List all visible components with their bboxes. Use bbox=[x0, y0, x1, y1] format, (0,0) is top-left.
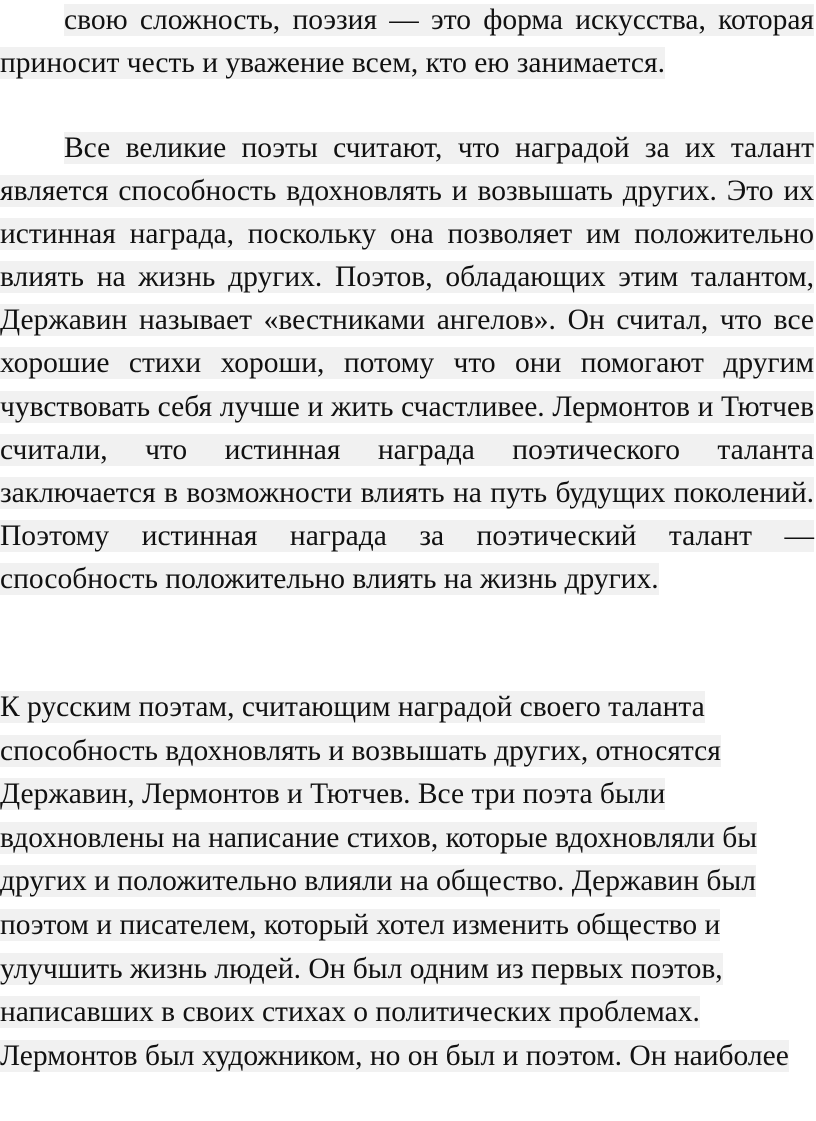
paragraph-3-text: К русским поэтам, считающим наградой своего таланта способность вдохновлять и возвышать других, относятся Державин, Лермонтов и Тютчев. Все три поэта были вдохновлены на написание стихов, которые вдохновляли бы других и положительно влияли на общество. Державин был поэтом и писателем, который хотел изменить общество и улучшить жизнь людей. Он был одним из первых поэтов, написавших в своих стихах о политических проблемах. Лермонтов был художником, но он был и поэтом. Он наиболее bbox=[0, 691, 789, 1072]
paragraph-2-text: Все великие поэты считают, что наградой за их талант является способность вдохновлять и возвышать других. Это их истинная награда, поскольку она позволяет им положительно влиять на жизнь других. Поэтов, обладающих этим талантом, Державин называет «вестниками ангелов». Он считал, что все хорошие стихи хороши, потому что они помогают другим чувствовать себя лучше и жить счастливее. Лермонтов и Тютчев считали, что истинная награда поэтического таланта заключается в возможности влиять на путь будущих поколений. Поэтому истинная награда за поэтический талант — способность положительно влиять на жизнь других. bbox=[0, 132, 814, 595]
paragraph-3 bbox=[0, 686, 816, 1078]
paragraph-2 bbox=[0, 127, 814, 601]
paragraph-1 bbox=[0, 0, 814, 85]
paragraph-1-text: свою сложность, поэзия — это форма искусства, которая приносит честь и уважение всем, кто ею занимается. bbox=[0, 4, 814, 80]
